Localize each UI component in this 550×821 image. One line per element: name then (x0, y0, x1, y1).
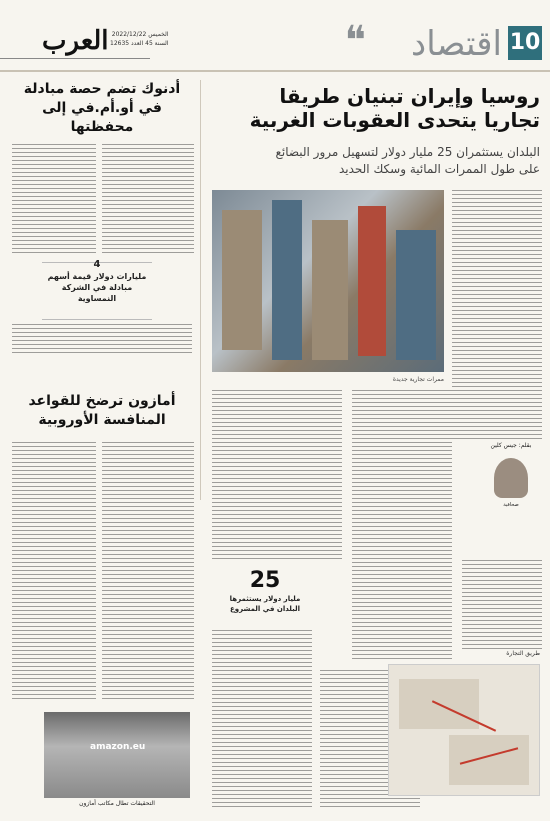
article-body-column (462, 560, 542, 650)
main-headline-line-1: روسيا وإيران تبنيان طريقا (279, 84, 540, 108)
photo-container-stack (222, 210, 262, 350)
photo-container-stack (396, 230, 436, 360)
article-body-column (212, 390, 342, 560)
left-story-1-headline: أدنوك تضم حصة مبادلة في أو.أم.في إلى محفظتها (23, 81, 181, 135)
article-body-column (352, 390, 452, 660)
article-body-column (12, 324, 192, 354)
left-story-1-pull-quote (42, 259, 152, 320)
main-subhead-line-2: على طول الممرات المائية وسكك الحديد (338, 162, 540, 176)
amazon-sign: amazon.eu (90, 742, 146, 752)
left-story-2-headline: أمازون ترضخ للقواعد المنافسة الأوروبية (28, 393, 176, 428)
author-role: صحافية (503, 502, 519, 508)
main-headline (220, 84, 540, 132)
amazon-office-photo (44, 712, 190, 798)
mid-pull-quote (220, 568, 310, 624)
page-number: 10 (508, 26, 542, 60)
photo-container-stack (312, 220, 348, 360)
article-body-column (102, 442, 194, 702)
author-name: بقلم: جيس كلين (490, 442, 532, 449)
section-label: اقتصاد (411, 24, 502, 64)
main-subhead-line-1: البلدان يستثمران 25 مليار دولار لتسهيل مرور البضائع (275, 145, 540, 159)
article-body-column (212, 630, 312, 810)
dateline (110, 30, 169, 48)
author-photo (494, 458, 528, 498)
trade-route-map (388, 664, 540, 796)
photo-caption: ممرات تجارية جديدة (392, 376, 444, 383)
article-body-column (102, 144, 194, 254)
shipping-containers-photo (212, 190, 444, 372)
map-landmass (449, 735, 529, 785)
pull-quote-text: مليار دولار يستثمرها البلدان في المشروع (229, 595, 301, 613)
masthead-rule (0, 58, 150, 59)
article-body-column (12, 442, 96, 702)
main-headline-line-2: تجاريا يتحدى العقوبات الغربية (249, 108, 540, 132)
photo-container-stack (272, 200, 302, 360)
photo-container-stack (358, 206, 386, 356)
pull-quote-text: مليارات دولار قيمة أسهم مبادلة في الشركة النمساوية (47, 272, 147, 303)
article-body-column (12, 144, 96, 254)
map-caption: طريق التجارة (506, 650, 540, 657)
masthead-logo: العرب (42, 26, 109, 56)
quote-icon: ❝ (344, 18, 366, 64)
date-line-2: السنة 45 العدد 12635 (110, 40, 169, 47)
amazon-photo-caption: التحقيقات تطال مكاتب أمازون (79, 800, 155, 807)
page-header (0, 0, 550, 72)
pull-quote-number: 25 (249, 568, 281, 593)
pull-quote-number: 4 (93, 259, 101, 270)
article-body-column (452, 190, 542, 440)
date-line-1: الخميس 2022/12/22 (111, 31, 169, 38)
main-subheadline (240, 144, 540, 178)
column-divider (200, 80, 201, 500)
author-box (482, 440, 540, 530)
